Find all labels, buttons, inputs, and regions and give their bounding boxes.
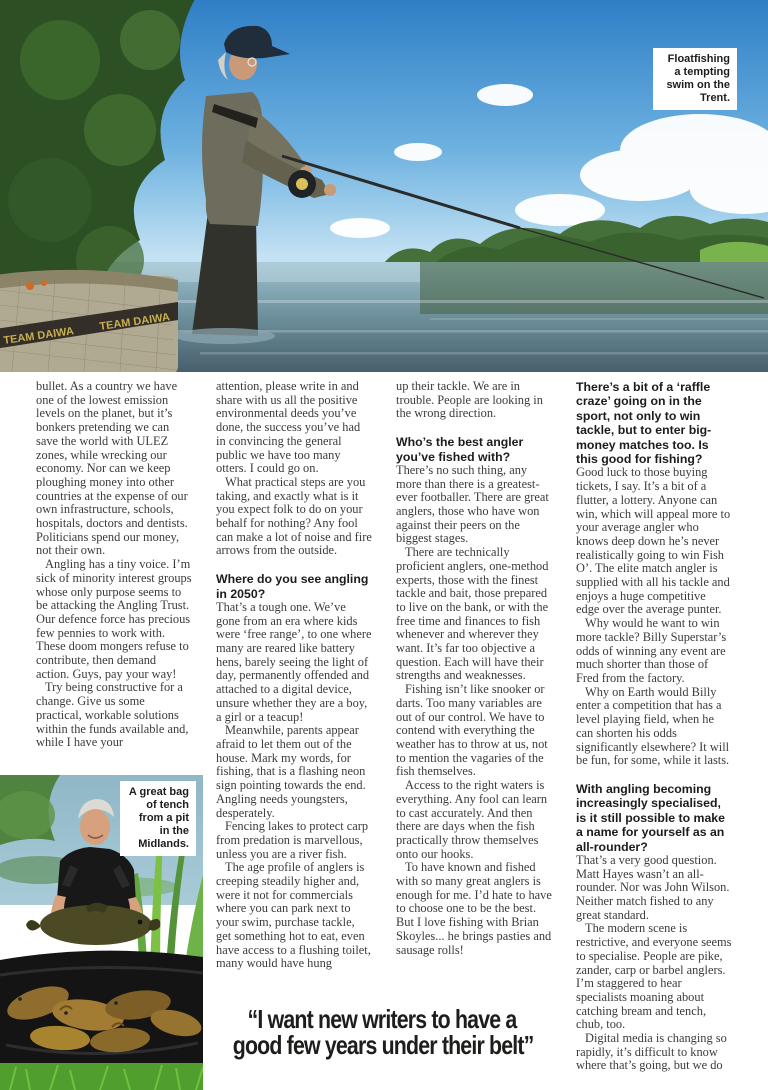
body-paragraph: Why would he want to win more tackle? Billy Superstar’s odds of winning any event are much shorter than those of Fred from the factory. [576, 616, 727, 685]
face [80, 809, 110, 845]
body-paragraph: There are technically proficient anglers, one-method experts, those with the finest tackle and bait, those prepared to live on the bank, or with the free time and finances to fish whenever and wherever they want. It’s far too objective a question. Each will have their strengths and weaknesses. [396, 545, 549, 683]
bag-brand-text-2: TEAM DAIWA [98, 311, 171, 333]
inset-photo-caption: A great bag of tench from a pit in the Midlands. [120, 781, 196, 856]
pull-quote [232, 1004, 534, 1060]
body-paragraph: To have known and fished with so many great anglers is enough for me. I’d hate to have to choose one to be the best. But I love fishing with Brian Skoyles... he brings pasties and sausage rolls! [396, 860, 552, 957]
question-paragraph: Who’s the best angler you’ve fished with? [396, 435, 524, 464]
bag-clip [26, 282, 34, 290]
question-paragraph: Where do you see angling in 2050? [216, 572, 369, 601]
body-paragraph: Try being constructive for a change. Give us some practical, workable solutions within the funds available and, while I have your [36, 680, 189, 750]
body-paragraph: The age profile of anglers is creeping steadily higher and, were it not for commercials where you can park next to your swim, purchase tackle, get something hot to eat, even have access to a flushing toilet, many would have hung [216, 860, 371, 971]
body-paragraph: Access to the right waters is everything. Any fool can learn to cast accurately. And then there are days when the fish practically throw themselves onto our hooks. [396, 778, 548, 861]
body-paragraph: Fencing lakes to protect carp from predation is marvellous, unless you are a river fish. [216, 819, 369, 861]
bag-brand-text: TEAM DAIWA [2, 325, 75, 347]
column-4 [576, 380, 732, 1073]
column-3 [396, 380, 552, 1073]
body-paragraph: The modern scene is restrictive, and everyone seems to specialise. People are pike, zander, carp or barbel anglers. I’m staggered to hear specialists moaning about catching bream and tench, chub, too. [576, 921, 732, 1032]
body-paragraph: That’s a tough one. We’ve gone from an era where kids were ‘free range’, to one where many are reared like battery hens, barely seeing the light of day, permanently offended and attached to a digital device, unsure whether they are a boy, a girl or a teacup! [216, 599, 372, 724]
inset-photo [0, 775, 203, 1090]
question-paragraph: With angling becoming increasingly specialised, is it still possible to make a name for yourself as an all-rounder? [576, 781, 725, 854]
keepnet-bag [0, 270, 178, 372]
foreground-grass [0, 1063, 203, 1090]
pull-quote-line-1: “I want new writers to have a [247, 1004, 517, 1034]
body-paragraph: Angling has a tiny voice. I’m sick of minority interest groups whose only purpose seems to be attacking the Angling Trust. Our defence force has precious few pennies to work with. These doom mongers refuse to contribute, then demand action. Guys, pay your way! [36, 557, 192, 681]
question-paragraph: There’s a bit of a ‘raffle craze’ going on in the sport, not only to win tackle, but to enter big-money matches too. Is this good for fishing? [576, 380, 712, 467]
body-paragraph: Why on Earth would Billy enter a competition that has a level playing field, when he can shorten his odds significantly elsewhere? It will be fun, for some, while it lasts. [576, 684, 730, 768]
hero-photo [0, 0, 768, 372]
body-paragraph: What practical steps are you taking, and exactly what is it you expect folk to do on your behalf for nothing? Any fool can make a lot of noise and fire arrows from the outside. [216, 474, 372, 558]
body-paragraph: There’s no such thing, any more than there is a greatest-ever footballer. There are great anglers, those who have won against their peers on the biggest stages. [396, 462, 549, 546]
body-paragraph: up their tackle. We are in trouble. People are looking in the wrong direction. [396, 379, 543, 421]
body-paragraph: Good luck to those buying tickets, I say. It’s a bit of a flutter, a lottery. Anyone can win, which will appeal more to your average angler who knows deep down he’s never realistically going to win Fish O’. The elite match angler is supplied with all his tackle and enjoys a huge competitive edge over the average punter. [576, 465, 731, 617]
body-paragraph: Meanwhile, parents appear afraid to let them out of the house. Mark my words, for fishing, that is a flashing neon sign pointing towards the end. Angling needs youngsters, desperately. [216, 723, 366, 820]
body-paragraph: bullet. As a country we have one of the lowest emission levels on the planet, but it’s bonkers pretending we can save the world with ULEZ zones, while wrecking our economy. Nor can we keep ploughing money into other countries at the expense of our own infrastructure, schools, hospitals, doctors and dentists. Politicians spend our money, not their own. [36, 379, 188, 558]
body-paragraph: Digital media is changing so rapidly, it’s difficult to know where that’s going, but we do [576, 1031, 727, 1073]
column-2 [216, 380, 372, 1073]
body-paragraph: Fishing isn’t like snooker or darts. Too many variables are out of our control. We have to contend with everything the weather has to throw at us, not to mention the vagaries of the fish themselves. [396, 682, 548, 779]
pull-quote-line-2: good few years under their belt” [232, 1030, 534, 1060]
hero-photo-caption: Floatfishing a tempting swim on the Trent. [653, 48, 737, 110]
hand-2 [324, 184, 336, 196]
body-paragraph: That’s a very good question. Matt Hayes wasn’t an all-rounder. Nor was John Wilson. Neither match fished to any great standard. [576, 852, 730, 922]
body-paragraph: attention, please write in and share with us all the positive environmental deeds you’ve done, the success you’ve had in convincing the general public we have too many otters. I could go on. [216, 379, 361, 476]
